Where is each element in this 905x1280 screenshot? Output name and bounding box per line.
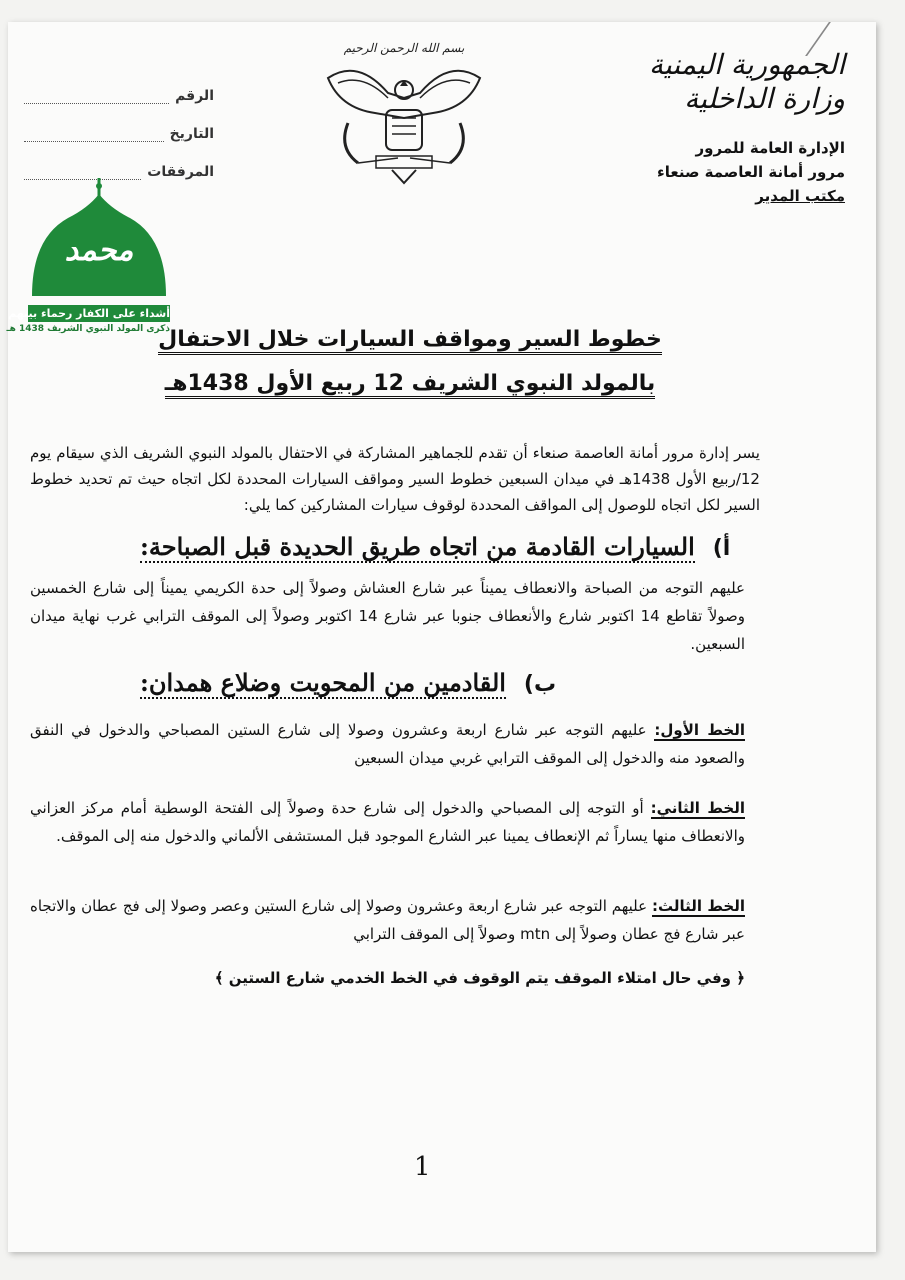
section-a-text: عليهم التوجه من الصباحة والانعطاف يميناً عبر شارع العشاش وصولاً إلى حدة الكريمي يميناً إلى شارع الخمسين وصولاً تقاطع 14 اكتوبر شارع والأنعطاف جنوبا عبر شارع 14 اكتوبر وصولاً إلى الموقف الترابي غرب نهاية ميدان السبعين. [30,579,745,653]
ministry-name: وزارة الداخلية [684,82,845,115]
intro-paragraph: يسر إدارة مرور أمانة العاصمة صنعاء أن تقدم للجماهير المشاركة في الاحتفال بالمولد النبوي الشريف الذي سيقام يوم 12/ربيع الأول 1438هـ في ميدان السبعين خطوط السير ومواقف السيارات المحددة لكل اتجاه حيث تم تحديد خطوط السير لكل اتجاه للوصول إلى المواقف المحددة لوقوف سيارات المشاركين كما يلي: [30,444,760,514]
badge-occasion: ذكرى المولد النبوي الشريف 1438 هـ [6,324,170,334]
page-number: 1 [414,1152,431,1182]
letterhead-right [605,48,845,208]
section-a-heading: أ)السيارات القادمة من اتجاه طريق الحديدة قبل الصباحة: [140,532,731,561]
basmala-text: بسم الله الرحمن الرحيم [343,41,465,55]
title-line-1: خطوط السير ومواقف السيارات خلال الاحتفال [158,327,662,355]
republic-name: الجمهورية اليمنية [648,48,845,81]
branch-name: مرور أمانة العاصمة صنعاء [657,163,845,181]
office-name: مكتب المدير [755,187,845,205]
document-title [150,318,670,406]
section-b-heading: ب)القادمين من المحويت وضلاع همدان: [140,668,557,697]
parking-note: ﴿ وفي حال امتلاء الموقف يتم الوقوف في الخط الخدمي شارع الستين ﴾ [214,969,745,987]
badge-slogan: أشداء على الكفار رحماء بينهم [8,307,170,320]
date-field: التاريخ [24,104,214,142]
route-line-2: الخط الثاني: أو التوجه إلى المصباحي والدخول إلى شارع حدة وصولاً إلى الفتحة الوسطية أمام مركز العزاني والانعطاف منها يساراً ثم الإنعطاف يمينا عبر الشارع الموجود قبل المستشفى الألماني والدخول منه إلى الموقف. [30,799,745,845]
reference-fields [24,66,214,180]
badge-name: محمد [64,233,134,268]
number-field: الرقم [24,66,214,104]
department-name: الإدارة العامة للمرور [695,139,845,157]
title-line-2: بالمولد النبوي الشريف 12 ربيع الأول 1438هـ [165,371,656,399]
route-line-1: الخط الأول: عليهم التوجه عبر شارع اربعة وعشرون وصولا إلى شارع الستين المصباحي والدخول في النفق والصعود منه والدخول إلى الموقف الترابي غربي ميدان السبعين [30,721,745,767]
attachments-field: المرفقات [24,142,214,180]
yemen-eagle-emblem [318,38,490,188]
route-line-3: الخط الثالث: عليهم التوجه عبر شارع اربعة وعشرون وصولا إلى شارع الستين وعصر وصولا إلى فج عطان والاتجاه عبر شارع فج عطان وصولاً إلى mtn وصولاً إلى الموقف الترابي [30,897,745,943]
badge-caption [6,305,170,334]
